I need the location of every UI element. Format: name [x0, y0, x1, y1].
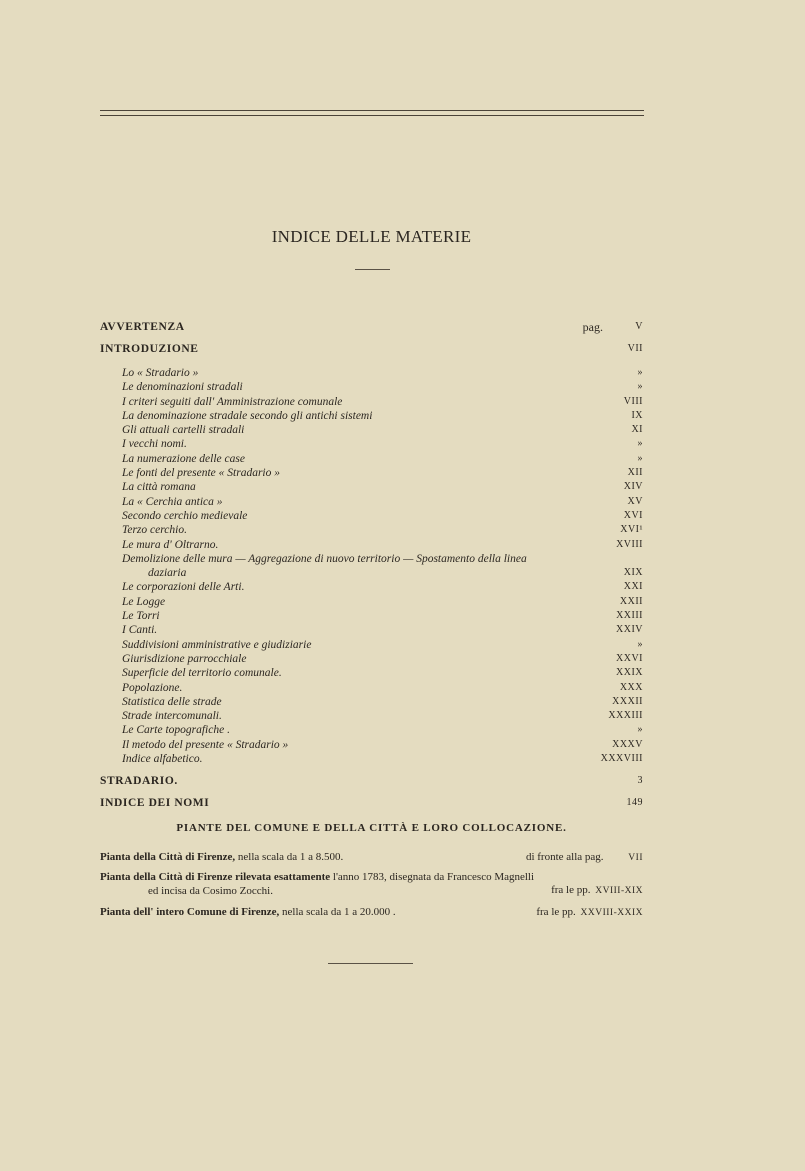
- entry-page: XVI: [623, 509, 643, 521]
- toc-entry: [100, 566, 643, 580]
- toc-entry: [100, 752, 643, 766]
- plate-entry: [100, 870, 643, 898]
- entry-title: La città romana: [122, 481, 196, 494]
- plates-heading: PIANTE DEL COMUNE E DELLA CITTÀ E LORO COLLOCAZIONE.: [176, 822, 567, 834]
- toc-section: [100, 794, 643, 816]
- entry-title: I Canti.: [122, 624, 158, 637]
- bottom-rule: [328, 963, 413, 964]
- entry-title: Giurisdizione parrocchiale: [122, 652, 247, 665]
- pag-label: pag.: [582, 320, 603, 334]
- toc-entry: [100, 437, 643, 451]
- toc-entry: [100, 652, 643, 666]
- entry-page: »: [637, 724, 643, 736]
- plate-desc: nella scala da 1 a 8.500.: [235, 851, 344, 863]
- toc-entry: [100, 695, 643, 709]
- entry-title: Le fonti del presente « Stradario »: [122, 467, 281, 480]
- plate-desc: nella scala da 1 a 20.000 .: [279, 906, 396, 918]
- entry-title: Popolazione.: [122, 681, 183, 694]
- entry-page: XXIV: [616, 624, 643, 636]
- entry-page: XXXII: [612, 695, 643, 707]
- entry-page: XII: [627, 467, 643, 479]
- toc-entry: [100, 466, 643, 480]
- toc-entry: [100, 623, 643, 637]
- entry-title: Demolizione delle mura — Aggregazione di nuovo territorio — Spostamento della linea: [122, 552, 527, 565]
- plate-page: VII: [628, 853, 643, 863]
- entry-page: XXIII: [616, 610, 643, 622]
- toc-section: [100, 772, 643, 794]
- toc-entry: [100, 495, 643, 509]
- plate-location-text: di fronte alla pag.: [525, 851, 604, 863]
- entry-page: XXXV: [612, 738, 643, 750]
- entry-title: Superficie del territorio comunale.: [122, 667, 282, 680]
- toc-entry: [100, 638, 643, 652]
- entry-page: XI: [631, 424, 643, 436]
- entry-title: Le Carte topografiche .: [122, 724, 230, 737]
- toc-entry: [100, 366, 643, 380]
- entry-page: V: [635, 321, 643, 332]
- entry-page: XIX: [623, 567, 643, 579]
- entry-page: XXI: [623, 581, 643, 593]
- entry-title: La « Cerchia antica »: [122, 495, 223, 508]
- toc-entry: [100, 480, 643, 494]
- plate-desc-cont: ed incisa da Cosimo Zocchi.: [148, 885, 273, 897]
- entry-title: AVVERTENZA: [100, 321, 185, 333]
- entry-title: daziaria: [148, 567, 187, 580]
- entry-page: XIV: [623, 481, 643, 493]
- entry-title: Le corporazioni delle Arti.: [122, 581, 245, 594]
- table-of-contents: [100, 318, 643, 816]
- entry-title: Secondo cerchio medievale: [122, 509, 248, 522]
- entry-page: XVI¹: [620, 524, 643, 536]
- plate-entry: [100, 850, 643, 864]
- entry-title: Gli attuali cartelli stradali: [122, 424, 245, 437]
- entry-page: XVIII: [616, 538, 643, 550]
- entry-page: »: [637, 438, 643, 450]
- entry-page: XV: [627, 495, 643, 507]
- toc-entry: [100, 452, 643, 466]
- plate-name: Pianta della Città di Firenze,: [100, 851, 236, 863]
- toc-entry: [100, 395, 643, 409]
- entry-page: »: [637, 367, 643, 378]
- toc-entry: [100, 552, 643, 566]
- entry-title: Indice alfabetico.: [122, 753, 203, 766]
- entry-title: Strade intercomunali.: [122, 710, 222, 723]
- toc-entry: [100, 509, 643, 523]
- entry-page: XXXIII: [608, 710, 643, 722]
- plate-location-text: fra le pp.: [551, 884, 591, 896]
- entry-page: VIII: [623, 395, 643, 407]
- plate-desc: l'anno 1783, disegnata da Francesco Magnelli: [330, 871, 535, 883]
- entry-title: I criteri seguiti dall' Amministrazione comunale: [122, 395, 343, 408]
- entry-title: Le denominazioni stradali: [122, 381, 243, 394]
- entry-page: 149: [626, 797, 643, 809]
- toc-entry: [100, 609, 643, 623]
- entry-title: Suddivisioni amministrative e giudiziarie: [122, 638, 312, 651]
- entry-page: IX: [631, 409, 643, 421]
- plate-location-text: fra le pp.: [536, 906, 576, 918]
- entry-page: XXIX: [616, 667, 643, 679]
- toc-entry: [100, 723, 643, 737]
- entry-page: XXX: [619, 681, 643, 693]
- plate-location: [551, 883, 643, 898]
- entry-title: I vecchi nomi.: [122, 438, 187, 451]
- entry-title: INDICE DEI NOMI: [100, 797, 210, 810]
- entry-title: La numerazione delle case: [122, 452, 245, 465]
- toc-entry: [100, 409, 643, 423]
- toc-entry: [100, 523, 643, 537]
- top-rule: [100, 110, 644, 111]
- entry-title: Terzo cerchio.: [122, 524, 187, 537]
- toc-entry: [100, 738, 643, 752]
- entry-title: La denominazione stradale secondo gli antichi sistemi: [122, 409, 373, 422]
- entry-page: XXXVIII: [600, 753, 643, 765]
- toc-entry: [100, 681, 643, 695]
- plate-entry: [100, 905, 643, 919]
- entry-page: XXVI: [616, 652, 643, 664]
- entry-page: VII: [627, 343, 643, 354]
- toc-section: [100, 318, 643, 340]
- entry-title: Il metodo del presente « Stradario »: [122, 738, 289, 751]
- entry-title: Lo « Stradario »: [122, 367, 199, 379]
- page-title: INDICE DELLE MATERIE: [271, 227, 472, 246]
- entry-title: Statistica delle strade: [122, 695, 222, 708]
- plate-location: [526, 850, 643, 865]
- toc-entry: [100, 380, 643, 394]
- plate-page: XVIII-XIX: [595, 886, 643, 896]
- entry-title: INTRODUZIONE: [100, 343, 199, 355]
- toc-section: [100, 340, 643, 362]
- entry-page: XXII: [619, 595, 643, 607]
- toc-entry: [100, 423, 643, 437]
- toc-entry: [100, 709, 643, 723]
- entry-page: »: [637, 452, 643, 464]
- entry-page: »: [637, 638, 643, 650]
- entry-title: Le Logge: [122, 595, 166, 608]
- title-rule: [355, 269, 390, 270]
- top-rule: [100, 115, 644, 116]
- plate-page: XXVIII-XXIX: [580, 908, 643, 918]
- plate-location: [536, 905, 643, 920]
- entry-title: Le Torri: [122, 610, 160, 623]
- plate-name: Pianta della Città di Firenze rilevata esattamente: [100, 871, 331, 883]
- entry-page: »: [637, 381, 643, 393]
- toc-entry: [100, 580, 643, 594]
- toc-entry: [100, 538, 643, 552]
- entry-title: Le mura d' Oltrarno.: [122, 538, 219, 551]
- entry-title: STRADARIO.: [100, 775, 178, 788]
- toc-entry: [100, 595, 643, 609]
- plate-name: Pianta dell' intero Comune di Firenze,: [100, 906, 280, 918]
- toc-entry: [100, 666, 643, 680]
- entry-page: 3: [637, 775, 643, 787]
